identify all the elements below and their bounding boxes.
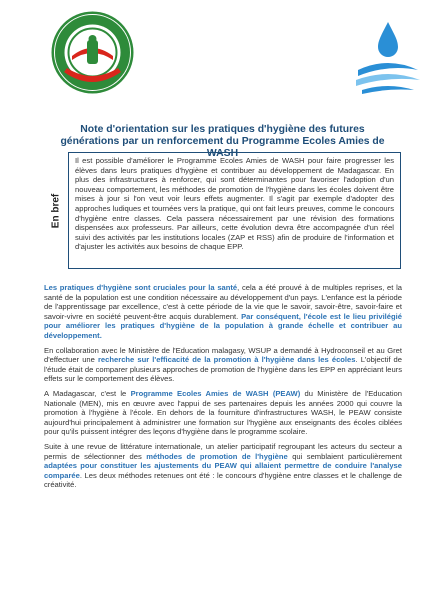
summary-box: Il est possible d'améliorer le Programme Ecoles Amies de WASH pour faire progresser les élèves dans leurs pratiques d'hygiène et contribuer au développement de Madagascar. En plus des infrastructures à renforcer, qui sont déterminantes pour favoriser l'adoption d'un nouveau comportement, les méthodes de promotion de l'hygiène dans les écoles doivent être mises à jour si l'on veut voir leurs effets augmenter. Il s'agit par exemple d'adopter des approches ludiques et tournées vers la pratique, qui ont fait leurs preuves, comme le concours d'hygiène entre classes. Cela passera nécessairement par une révision des formations dispensées aux professeurs. Par ailleurs, cette évolution devra être accompagnée d'un réel suivi des activités par les institutions locales (ZAP et RSS) afin de produire de l'information et d'ajuster les activités aux besoins de chaque EPP. [68, 152, 401, 269]
highlight-text: Par conséquent, l'école est le lieu privilégié pour améliorer les pratiques d'hygiène de la population à grande échelle et contribuer au développement. [44, 311, 402, 340]
document-title: Note d'orientation sur les pratiques d'hygiène des futures générations par un renforcement du Programme Ecoles Amies de WASH [60, 124, 385, 159]
paragraph: En collaboration avec le Ministère de l'Education malagasy, WSUP a demandé à Hydroconseil et au Gret d'effectuer une recherche sur l'efficacité de la promotion à l'hygiène dans les écoles. L'objectif de l'étude était de comparer plusieurs approches de promotion de l'hygiène dans les EPP en appréciant leurs effets sur le comportement des élèves. [44, 345, 402, 384]
highlight-text: Programme Ecoles Amies de WASH (PEAW) [130, 388, 301, 398]
highlight-text: recherche sur l'efficacité de la promotion à l'hygiène dans les écoles [97, 355, 356, 365]
paragraph: Suite à une revue de littérature internationale, un atelier participatif regroupant les acteurs du secteur a permis de sélectionner des méthodes de promotion de l'hygiène qui semblaient particulièrement adaptées pour constituer les ajustements du PEAW qui allaient permettre de conduire l'analyse comparée. Les deux méthodes retenues ont été : le concours d'hygiène entre classes et le challenge de créativité. [44, 441, 402, 490]
ministry-education-seal [50, 10, 135, 95]
highlight-text: méthodes de promotion de l'hygiène [146, 451, 288, 461]
highlight-text: adaptées pour constituer les ajustements du PEAW qui allaient permettre de conduire l'analyse comparée [44, 461, 402, 480]
paragraph: A Madagascar, c'est le Programme Ecoles Amies de WASH (PEAW) du Ministère de l'Education Nationale (MEN), mis en œuvre avec l'appui de ses partenaires depuis les années 2000 qui couvre la promotion à l'hygiène à l'école. En dehors de la fourniture d'infrastructures WASH, le PEAW consiste aujourd'hui principalement à administrer une formation sur l'hygiène aux enseignants des écoles ciblées pour qu'ils puissent intégrer des leçons d'hygiène dans le programme scolaire. [44, 388, 402, 437]
paragraph: Les pratiques d'hygiène sont cruciales pour la santé, cela a été prouvé à de multiples reprises, et la santé de la population est une condition nécessaire au développement d'un pays. L'enfance est la période de l'apprentissage par excellence, c'est à cette période de la vie que le savoir, savoir-être, savoir-faire et savoir-vivre en société peuvent-être acquis durablement. Par conséquent, l'école est le lieu privilégié pour améliorer les pratiques d'hygiène de la population à grande échelle et contribuer au développement. [44, 283, 402, 340]
summary-side-label: En bref [50, 193, 62, 228]
ministry-water-logo [352, 20, 424, 115]
document-body [44, 283, 402, 495]
highlight-text: Les pratiques d'hygiène sont cruciales pour la santé [44, 283, 238, 292]
